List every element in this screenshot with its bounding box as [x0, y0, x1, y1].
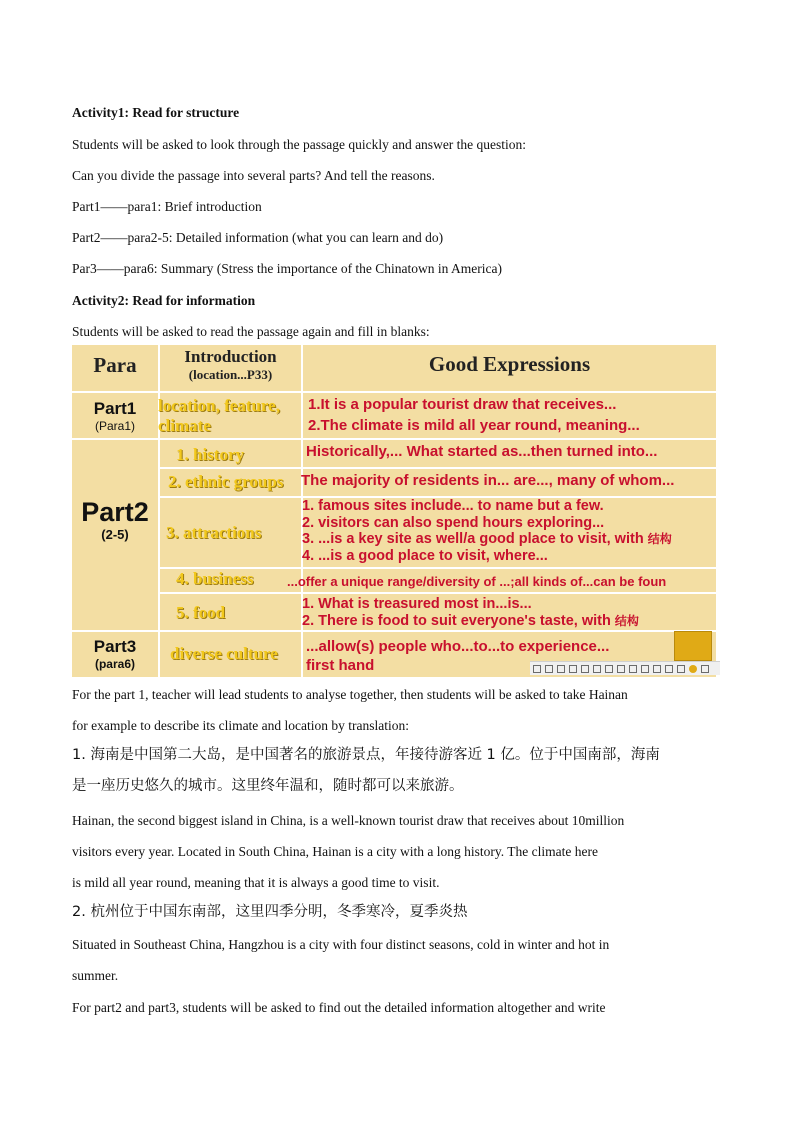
- part1-intro: [158, 396, 280, 436]
- part2-intro-business: 4. business: [176, 569, 254, 588]
- paragraph-part1: Part1——para1: Brief introduction: [72, 199, 262, 214]
- part2-intro-food: 5. food: [176, 603, 226, 622]
- paragraph-translation: for example to describe its climate and location by translation:: [72, 718, 410, 733]
- part1-expr1: 1.It is a popular tourist draw that receives...: [308, 396, 617, 413]
- part1-expr2: 2.The climate is mild all year round, meaning...: [308, 417, 640, 434]
- part2-intro-attractions: 3. attractions: [166, 523, 262, 542]
- part2-sub: (2-5): [101, 527, 129, 542]
- part1-intro-line1: location, feature,: [158, 396, 280, 415]
- part1-intro-line2: climate: [158, 416, 211, 435]
- crop-icon[interactable]: [653, 665, 661, 673]
- align-bottom-icon[interactable]: [593, 665, 601, 673]
- part2-expr-history: Historically,... What started as...then turned into...: [306, 443, 658, 460]
- attractions-line2: 2. visitors can also spend hours exploring...: [302, 514, 605, 531]
- attractions-line3-text: 3. ...is a key site as well/a good place to visit, with: [302, 531, 644, 547]
- part3-expr1: ...allow(s) people who...to...to experience...: [306, 638, 610, 655]
- attractions-line1: 1. famous sites include... to name but a few.: [302, 498, 604, 514]
- align-left-icon[interactable]: [533, 665, 541, 673]
- header-intro-line1: Introduction: [184, 347, 277, 366]
- group-icon[interactable]: [629, 665, 637, 673]
- food-line2-suffix: 结构: [614, 613, 639, 628]
- english-translation-2b: summer.: [72, 968, 119, 983]
- more-icon[interactable]: [701, 665, 709, 673]
- english-translation-1b: visitors every year. Located in South China, Hainan is a city with a long history. The climate here: [72, 844, 598, 859]
- activity2-title: Activity2: Read for information: [72, 293, 256, 308]
- layer-icon[interactable]: [665, 665, 673, 673]
- attractions-line4: 4. ...is a good place to visit, where...: [302, 547, 548, 564]
- align-middle-icon[interactable]: [581, 665, 589, 673]
- part3-label-cell: [72, 637, 158, 671]
- paragraph-part2-part3: For part2 and part3, students will be asked to find out the detailed information altogether and write: [72, 1000, 606, 1015]
- paragraph-question: Can you divide the passage into several parts? And tell the reasons.: [72, 168, 435, 183]
- paragraph-instructions-2: Students will be asked to read the passage again and fill in blanks:: [72, 324, 430, 339]
- align-right-icon[interactable]: [557, 665, 565, 673]
- chinese-sentence-1a: 1. 海南是中国第二大岛，是中国著名的旅游景点，年接待游客近 1 亿。位于中国南部，海南: [72, 747, 660, 763]
- part2-intro-ethnic: 2. ethnic groups: [168, 472, 284, 491]
- paragraph-instructions-1: Students will be asked to look through the passage quickly and answer the question:: [72, 137, 527, 152]
- attractions-line3: [302, 531, 672, 548]
- align-center-icon[interactable]: [545, 665, 553, 673]
- distribute-h-icon[interactable]: [605, 665, 613, 673]
- header-good-expressions: Good Expressions: [428, 352, 591, 376]
- paragraph-part1-method: For the part 1, teacher will lead students to analyse together, then students will be asked to take Hainan: [72, 687, 628, 702]
- part1-sub: (Para1): [94, 419, 135, 433]
- part3-label: Part3: [93, 637, 137, 656]
- part2-label-cell: [72, 497, 158, 542]
- part3-expr2: first hand: [306, 657, 375, 674]
- header-intro-line2: (location...P33): [188, 367, 273, 382]
- part2-expr-business: ...offer a unique range/diversity of ...;all kinds of...can be foun: [287, 574, 667, 589]
- english-translation-1c: is mild all year round, meaning that it is always a good time to visit.: [72, 875, 440, 890]
- image-handle[interactable]: [674, 631, 712, 661]
- food-line1: 1. What is treasured most in...is...: [302, 596, 532, 612]
- english-translation-1a: Hainan, the second biggest island in China, is a well-known tourist draw that receives about 10million: [72, 813, 625, 828]
- header-introduction: [160, 348, 301, 384]
- english-translation-2a: Situated in Southeast China, Hangzhou is a city with four distinct seasons, cold in winter and hot in: [72, 937, 610, 952]
- part2-expr-ethnic: The majority of residents in... are..., many of whom...: [301, 472, 675, 489]
- chinese-sentence-2: 2. 杭州位于中国东南部，这里四季分明，冬季寒冷，夏季炎热: [72, 904, 468, 920]
- part2-expr-attractions: [302, 498, 672, 564]
- rotate-icon[interactable]: [641, 665, 649, 673]
- align-top-icon[interactable]: [569, 665, 577, 673]
- header-para: Para: [93, 353, 137, 377]
- part2-intro-history: 1. history: [176, 445, 244, 464]
- highlight-icon[interactable]: [689, 665, 697, 673]
- paragraph-part2: Part2——para2-5: Detailed information (what you can learn and do): [72, 230, 444, 245]
- part2-label: Part2: [81, 497, 149, 527]
- part2-expr-food: [302, 596, 639, 629]
- expressions-table: [72, 345, 716, 677]
- part3-sub: (para6): [94, 657, 135, 671]
- part1-expressions: [308, 394, 640, 436]
- food-line2: [302, 613, 639, 630]
- part1-label: Part1: [93, 399, 137, 418]
- activity1-title: Activity1: Read for structure: [72, 105, 240, 120]
- food-line2-text: 2. There is food to suit everyone's taste, with: [302, 612, 611, 629]
- chinese-sentence-1b: 是一座历史悠久的城市。这里终年温和，随时都可以来旅游。: [72, 778, 464, 794]
- part1-label-cell: [72, 399, 158, 433]
- paragraph-part3: Par3——para6: Summary (Stress the importance of the Chinatown in America): [72, 261, 503, 276]
- image-toolbar[interactable]: [530, 661, 720, 675]
- part3-intro: diverse culture: [170, 644, 278, 663]
- effects-icon[interactable]: [677, 665, 685, 673]
- distribute-v-icon[interactable]: [617, 665, 625, 673]
- attractions-line3-suffix: 结构: [647, 532, 672, 546]
